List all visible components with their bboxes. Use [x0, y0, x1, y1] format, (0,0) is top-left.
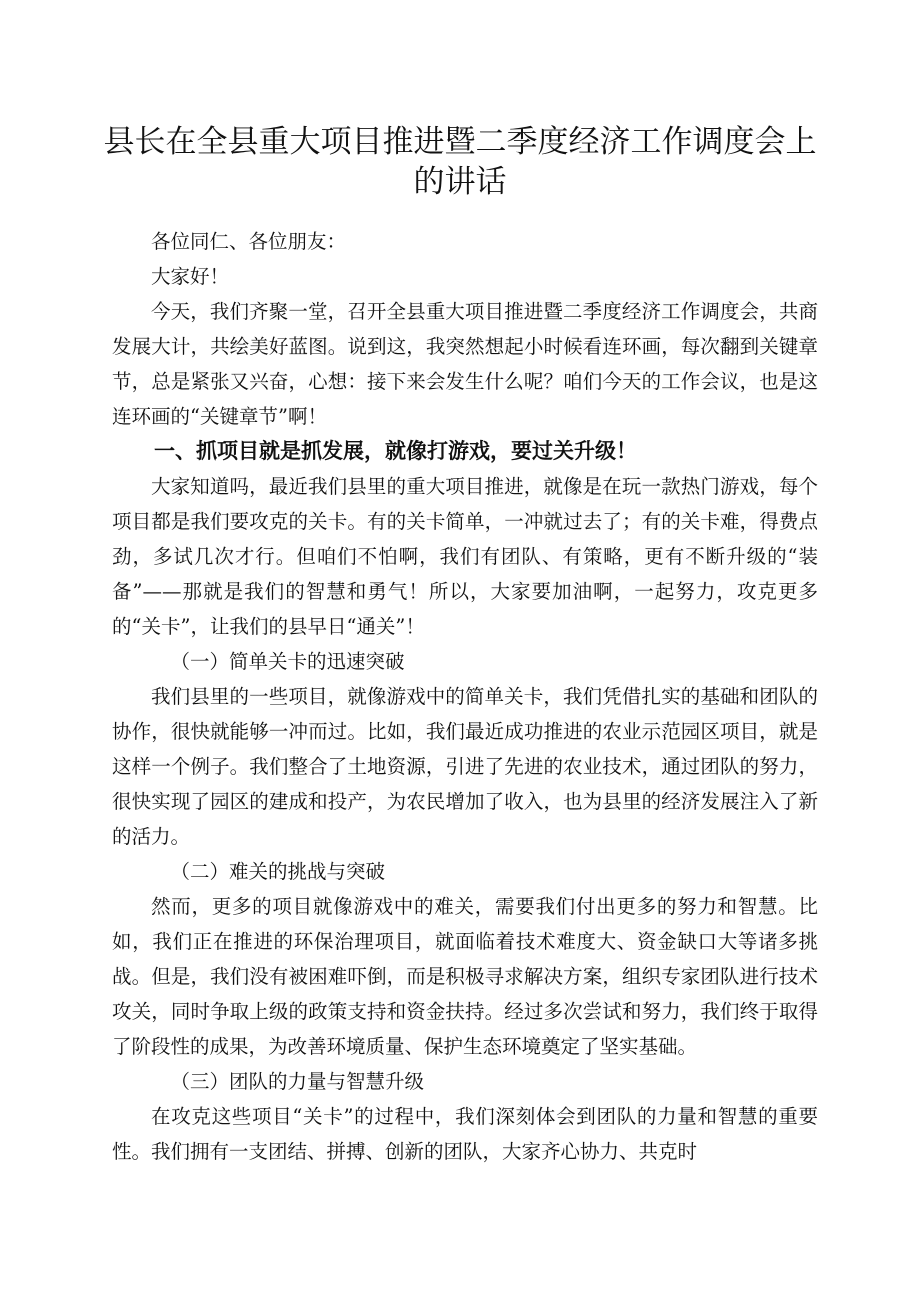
subsection-2-heading: （二）难关的挑战与突破	[170, 860, 386, 883]
document-title: 县长在全县重大项目推进暨二季度经济工作调度会上的讲话	[103, 124, 817, 200]
subsection-3-heading: （三）团队的力量与智慧升级	[170, 1070, 425, 1093]
section-1-heading: 一、抓项目就是抓发展，就像打游戏，要过关升级！	[154, 439, 637, 463]
subsection-1-heading: （一）简单关卡的迅速突破	[170, 650, 405, 673]
greeting: 各位同仁、各位朋友：	[151, 230, 347, 253]
document-body	[112, 224, 818, 1169]
intro-paragraph: 今天，我们齐聚一堂，召开全县重大项目推进暨二季度经济工作调度会，共商发展大计，共绘美好蓝图。说到这，我突然想起小时候看连环画，每次翻到关键章节，总是紧张又兴奋，心想：接下来会发生什么呢？咱们今天的工作会议，也是这连环画的“关键章节”啊！	[112, 300, 818, 428]
subsection-3-paragraph: 在攻克这些项目“关卡”的过程中，我们深刻体会到团队的力量和智慧的重要性。我们拥有一支团结、拼搏、创新的团队，大家齐心协力、共克时	[112, 1105, 818, 1163]
subsection-1-paragraph: 我们县里的一些项目，就像游戏中的简单关卡，我们凭借扎实的基础和团队的协作，很快就能够一冲而过。比如，我们最近成功推进的农业示范园区项目，就是这样一个例子。我们整合了土地资源，引进了先进的农业技术，通过团队的努力，很快实现了园区的建成和投产，为农民增加了收入，也为县里的经济发展注入了新的活力。	[112, 685, 818, 848]
subsection-2-paragraph: 然而，更多的项目就像游戏中的难关，需要我们付出更多的努力和智慧。比如，我们正在推进的环保治理项目，就面临着技术难度大、资金缺口大等诸多挑战。但是，我们没有被困难吓倒，而是积极寻求解决方案，组织专家团队进行技术攻关，同时争取上级的政策支持和资金扶持。经过多次尝试和努力，我们终于取得了阶段性的成果，为改善环境质量、保护生态环境奠定了坚实基础。	[112, 895, 818, 1058]
section-1-paragraph: 大家知道吗，最近我们县里的重大项目推进，就像是在玩一款热门游戏，每个项目都是我们要攻克的关卡。有的关卡简单，一冲就过去了；有的关卡难，得费点劲，多试几次才行。但咱们不怕啊，我们有团队、有策略，更有不断升级的“装备”——那就是我们的智慧和勇气！所以，大家要加油啊，一起努力，攻克更多的“关卡”，让我们的县早日“通关”！	[112, 475, 818, 638]
salutation: 大家好！	[151, 265, 230, 288]
